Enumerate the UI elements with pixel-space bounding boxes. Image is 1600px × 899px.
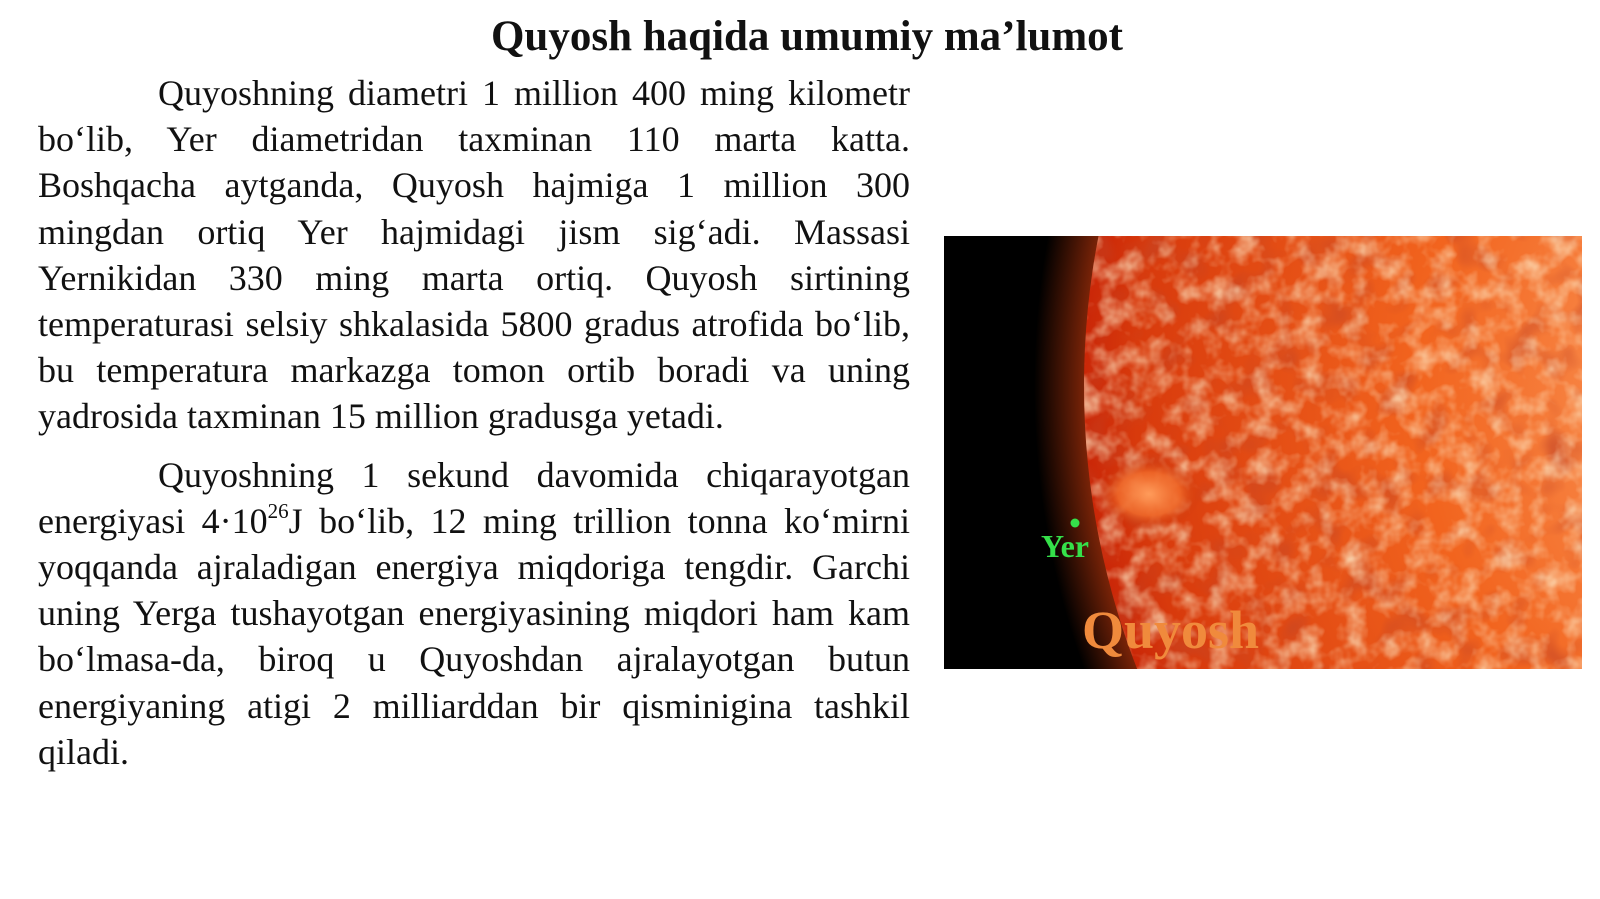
- sun-label: Quyosh: [1082, 600, 1260, 660]
- sun-earth-image: [944, 236, 1582, 669]
- slide-title: Quyosh haqida umumiy ma’lumot: [490, 13, 1123, 60]
- energy-exponent: 26: [267, 498, 289, 523]
- energy-text-start: Quyoshning 1 sekund davomida chiqarayotgan energiyasi 4·10: [38, 454, 910, 541]
- body-text: [38, 70, 910, 775]
- energy-text-end: J bo‘lib, 12 ming trillion tonna ko‘mirni yoqqanda ajraladigan energiya miqdoriga tengdir. Garchi uning Yerga tushayotgan energiyasining miqdori ham kam bo‘lmasa-da, biroq u Quyoshdan ajralayotgan butun energiyaning atigi 2 milliarddan bir qisminigina tashkil qiladi.: [38, 500, 910, 772]
- paragraph-sun-size: Quyoshning diametri 1 million 400 ming kilometr bo‘lib, Yer diametridan taxminan 110 marta katta. Boshqacha aytganda, Quyosh hajmiga 1 million 300 mingdan ortiq Yer hajmidagi jism sig‘adi. Massasi Yernikidan 330 ming marta ortiq. Quyosh sirtining temperaturasi selsiy shkalasida 5800 gradus atrofida bo‘lib, bu temperatura markazga tomon ortib boradi va uning yadrosida taxminan 15 million gradusga yetadi.: [38, 73, 910, 437]
- paragraph-sun-energy: [38, 452, 910, 775]
- earth-dot: [1071, 519, 1080, 528]
- earth-label: Yer: [1041, 528, 1089, 564]
- sun-surface-illustration: [944, 236, 1582, 669]
